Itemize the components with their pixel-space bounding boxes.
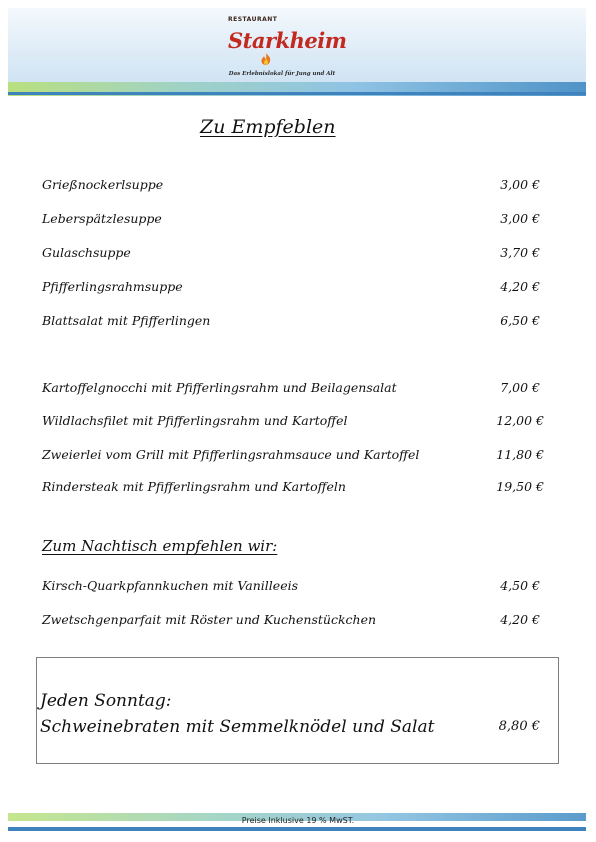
menu-item-name: Pfifferlingsrahmsuppe [42, 279, 183, 294]
menu-item-price: 4,20 € [500, 612, 540, 627]
logo-tagline: Das Erlebnislokal für Jung und Alt [228, 71, 336, 77]
logo-restaurant-label: RESTAURANT [228, 16, 278, 23]
menu-item-price: 11,80 € [496, 447, 544, 462]
menu-item-price: 3,00 € [500, 211, 540, 226]
menu-item-price: 3,70 € [500, 245, 540, 260]
menu-item-name: Kartoffelgnocchi mit Pfifferlingsrahm und Beilagensalat [42, 380, 397, 395]
menu-item-price: 4,50 € [500, 578, 540, 593]
menu-item-price: 19,50 € [496, 479, 544, 494]
flame-icon [258, 52, 274, 66]
page-title: Zu Empfeblen [200, 116, 336, 138]
header-banner [0, 0, 596, 100]
menu-item-name: Zwetschgenparfait mit Röster und Kuchenstückchen [42, 612, 377, 627]
restaurant-logo [222, 12, 347, 82]
menu-item-price: 4,20 € [500, 279, 540, 294]
menu-item-name: Zweierlei vom Grill mit Pfifferlingsrahmsauce und Kartoffel [42, 447, 420, 462]
menu-item-price: 7,00 € [500, 380, 540, 395]
dessert-heading: Zum Nachtisch empfehlen wir: [42, 537, 278, 555]
menu-item-name: Gulaschsuppe [42, 245, 131, 260]
footer-divider [8, 827, 586, 831]
sunday-special-heading: Jeden Sonntag: [40, 691, 172, 711]
menu-item-price: 3,00 € [500, 177, 540, 192]
logo-restaurant-name: Starkheim [228, 28, 347, 53]
menu-item-name: Rindersteak mit Pfifferlingsrahm und Kartoffeln [42, 479, 346, 494]
header-divider [8, 92, 586, 95]
sunday-special-price: 8,80 € [498, 719, 540, 734]
sunday-special-dish: Schweinebraten mit Semmelknödel und Salat [40, 717, 435, 737]
menu-item-name: Leberspätzlesuppe [42, 211, 162, 226]
menu-item-price: 6,50 € [500, 313, 540, 328]
footer-vat-note: Preise Inklusive 19 % MwST. [241, 816, 355, 825]
menu-item-name: Grießnockerlsuppe [42, 177, 164, 192]
menu-item-name: Kirsch-Quarkpfannkuchen mit Vanilleeis [42, 578, 299, 593]
menu-item-name: Wildlachsfilet mit Pfifferlingsrahm und Kartoffel [42, 413, 348, 428]
menu-item-price: 12,00 € [496, 413, 544, 428]
menu-item-name: Blattsalat mit Pfifferlingen [42, 313, 211, 328]
